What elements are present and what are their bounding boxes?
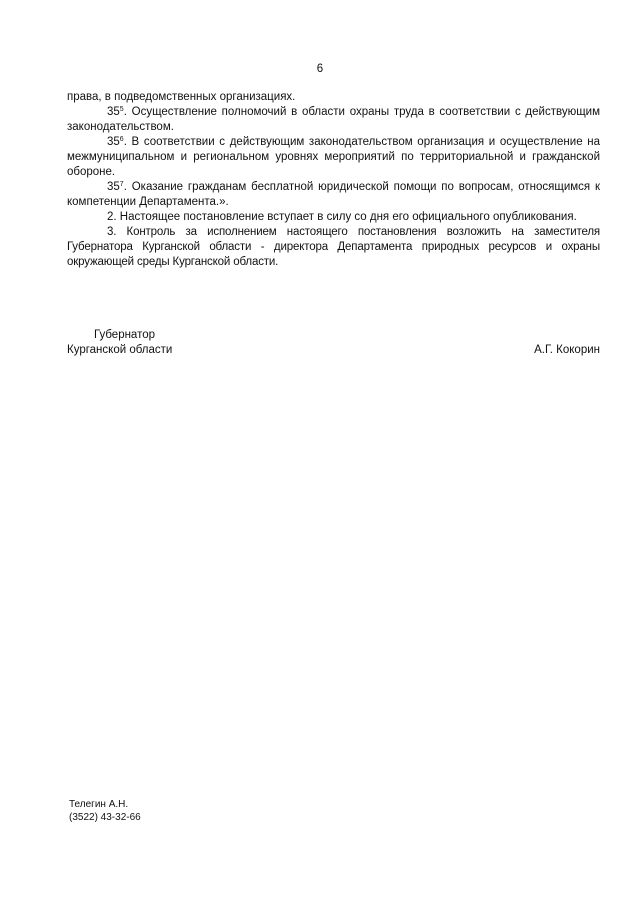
clause-superscript: 7 bbox=[119, 181, 124, 188]
executor-phone: (3522) 43-32-66 bbox=[69, 812, 141, 823]
signatory-title-line-2: Курганской области bbox=[67, 344, 173, 356]
paragraph-2: 2. Настоящее постановление вступает в силу со дня его официального опубликования. bbox=[107, 211, 577, 223]
clause-number: 35 bbox=[107, 136, 120, 148]
page-number: 6 bbox=[316, 63, 324, 75]
paragraph-35-6 bbox=[67, 135, 600, 180]
executor-name: Телегин А.Н. bbox=[69, 799, 129, 810]
paragraph-35-5 bbox=[67, 105, 600, 135]
executor-info bbox=[69, 798, 141, 824]
paragraph-continuation: права, в подведомственных организациях. bbox=[67, 91, 296, 103]
document-body bbox=[67, 90, 600, 270]
signatory-name: А.Г. Кокорин bbox=[534, 344, 600, 356]
clause-superscript: 6 bbox=[119, 136, 124, 143]
paragraph-35-7 bbox=[67, 180, 600, 210]
paragraph-3: 3. Контроль за исполнением настоящего постановления возложить на заместителя Губернатора Курганской области - директора Департамента природных ресурсов и охраны окружающей среды Курганской области. bbox=[67, 226, 600, 268]
signatory-title bbox=[67, 328, 172, 358]
clause-number: 35 bbox=[107, 181, 120, 193]
clause-text: . Осуществление полномочий в области охраны труда в соответствии с действующим законодательством. bbox=[67, 106, 600, 133]
signatory-title-line-1: Губернатор bbox=[94, 329, 156, 341]
clause-number: 35 bbox=[107, 106, 120, 118]
clause-superscript: 5 bbox=[119, 106, 124, 113]
clause-text: . В соответствии с действующим законодательством организация и осуществление на межмуниципальном и региональном уровнях мероприятий по территориальной и гражданской обороне. bbox=[67, 136, 600, 178]
clause-text: . Оказание гражданам бесплатной юридической помощи по вопросам, относящимся к компетенции Департамента.». bbox=[67, 181, 600, 208]
